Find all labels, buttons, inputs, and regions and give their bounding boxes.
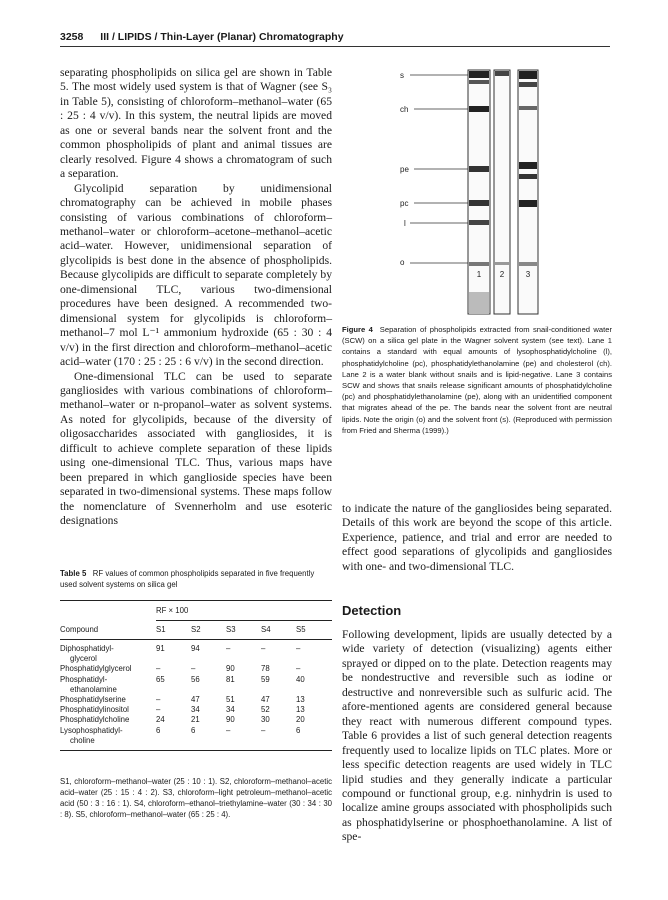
running-title: III / LIPIDS / Thin-Layer (Planar) Chromatography [100,31,344,43]
paragraph-gangliosides: One-dimensional TLC can be used to separate gangliosides with various combinations of chloroform–methanol–water or n-propanol–water as solvent systems. As noted for glycolipids, because of the diversity of oligosaccharides associated with gangliosides, it is difficult to achieve complete separation of these lipids using one-dimensional TLC. Thus, various maps have been prepared in which ganglioside species have been separated in two-dimensional systems. These maps follow the nomenclature of Svennerholm and use esoteric designations [60,369,332,528]
paragraph-phospholipids: separating phospholipids on silica gel are shown in Table 5. The most widely used system is that of Wagner (see S₃ in Table 5), consisting of chloroform–methanol–water (65 : 25 : 4 v/v). In this system, the neutral lipids are moved as one or several bands near the solvent front and the common phospholipids of plant and animal tissues are clearly resolved. Figure 4 shows a chromatogram of such a separation. [60,66,332,181]
rf-header: RF × 100 [156,606,189,615]
label-pe: pe [400,165,409,174]
table-5-title [60,568,332,590]
solvent-header: S1 [156,625,166,634]
detection-column [342,628,612,845]
table-row: Phosphatidylserine – 47 51 47 13 [60,695,305,705]
solvent-header: S2 [191,625,201,634]
paragraph-detection: Following development, lipids are usually detected by a wide variety of detection (visualizing) agents either sprayed or dipped on to the plate. Detection reagents may be nondestructive and reversible such as iodine or destructive and nonreversible such as sulfuric acid. The afore-mentioned agents are considered general because they react with numerous different compound types. Table 6 provides a list of such general detection reagents frequently used to localize lipids on TLC plates. More or less specific detection reagents are used widely in TLC lipid studies and they generally indicate a particular compound or functional group, e.g. ninhydrin is used to localize amine groups associated with phospholipids such as phosphatidylserine or phosphoethanolamine. A list of spe- [342,628,612,844]
solvent-header: S3 [226,625,236,634]
figure-caption-text: Separation of phospholipids extracted from snail-conditioned water (SCW) on a silica gel plate in the Wagner solvent system (see text). Lane 1 contains a standard with equal amounts of lysophosphatidylcholine (l), phosphatidylcholine (pc), phosphatidylethanolamine (pe) and cholesterol (ch). Lane 2 is a water blank without snails and is lipid-negative. Lane 3 contains SCW and shows that snails release significant amounts of phosphatidylcholine (pc) and phosphatidylethanolamine (pe), along with an unidentified component that migrates ahead of the pe. The bands near the solvent front are neutral lipids. Note the origin (o) and the solvent front (s). (Reproduced with permission from Fried and Sherma (1999).) [342,325,612,435]
label-pc: pc [400,199,409,208]
solvent-header: S4 [261,625,271,634]
label-l: l [404,219,406,228]
section-title-detection: Detection [342,603,402,618]
page-number: 3258 [60,31,84,43]
label-s: s [400,71,404,80]
compound-header: Compound [60,625,99,634]
header-rule [60,46,610,47]
paragraph-gangliosides-cont: to indicate the nature of the gangliosides being separated. Details of this work are beyond the scope of this article. Experience, patience, and trial and error are needed to effect good separations of glycolipids and gangliosides with one- and two-dimensional TLC. [342,502,612,573]
table-5 [60,600,332,751]
table-row: Phosphatidylcholine 24 21 90 30 20 [60,715,305,725]
table-header-row [60,621,332,639]
table-row: Lysophosphatidyl- choline 6 6 – – 6 [60,725,301,745]
table-label: Table 5 [60,569,87,578]
figure-caption-label: Figure 4 [342,325,373,334]
figure-4-caption [342,324,612,436]
lane-1-label: 1 [476,270,482,279]
lane-2-label: 2 [499,270,505,279]
label-o: o [400,258,405,267]
table-caption: RF values of common phospholipids separated in five frequently used solvent systems on silica gel [60,569,315,589]
table-5-footnote: S1, chloroform–methanol–water (25 : 10 : 1). S2, chloroform–methanol–acetic acid–water (25 : 15 : 4 : 2). S3, chloroform–light petroleum–methanol–acetic acid (50 : 3 : 16 : 1). S4, chloroform–ethanol–triethylamine–water (30 : 34 : 30 : 8). S5, chloroform–methanol–water (65 : 25 : 4). [60,777,332,820]
left-column [60,66,332,529]
label-ch: ch [400,105,409,114]
lane-3-label: 3 [525,270,531,279]
table-row: Phosphatidyl- ethanolamine 65 56 81 59 40 [60,674,305,694]
solvent-header: S5 [296,625,306,634]
running-header [60,31,610,43]
paragraph-glycolipids: Glycolipid separation by unidimensional chromatography can be achieved in mobile phases consisting of various combinations of chloroform–methanol–water or chloroform–acetone–methanol–acetic acid–water. However, unidimensional separation of glycolipids is best done in the absence of phospholipids. Because glycolipids are difficult to separate completely by one-dimensional TLC, various two-dimensional procedures have been designed. A recommended two-dimensional system for glycolipids is chloroform–methanol–7 mol L⁻¹ ammonium hydroxide (65 : 30 : 4 v/v) in the first direction and chloroform–methanol–acetic acid–water (170 : 25 : 25 : 6 v/v) in the second direction. [60,181,332,369]
table-row: Phosphatidylinositol – 34 34 52 13 [60,705,305,715]
table-row: Diphosphatidyl- glycerol 91 94 – – – [60,644,301,664]
tlc-plate-svg [398,66,598,318]
figure-4-plate [398,66,598,318]
table-row: Phosphatidylglycerol – – 90 78 – [60,664,301,674]
right-column-text [342,502,612,574]
